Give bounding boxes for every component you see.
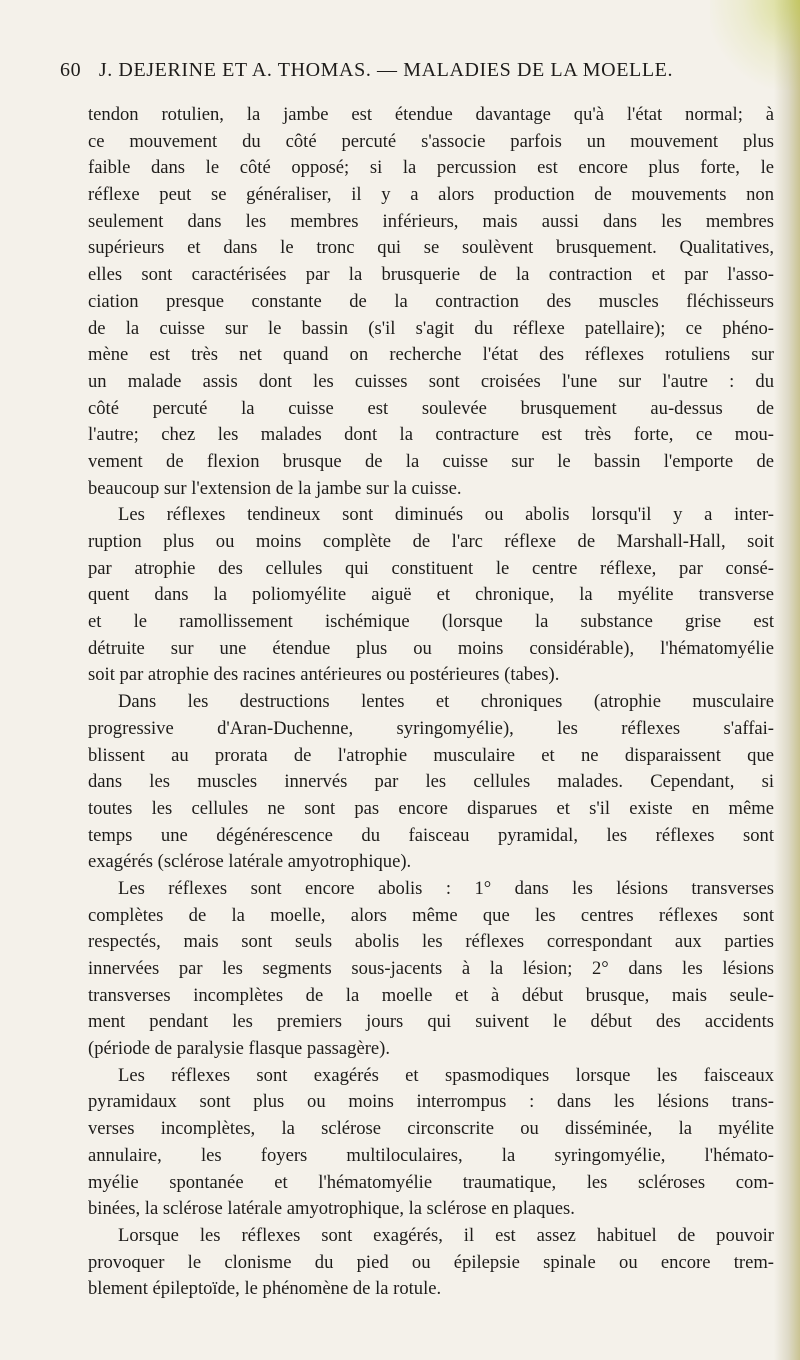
paragraph-start-line: Dans les destructions lentes et chroniques (atrophie musculaire [118,691,774,713]
text-line: ruption plus ou moins complète de l'arc réflexe de Marshall-Hall, soit [88,531,774,552]
paragraph-start-line: Les réflexes tendineux sont diminués ou abolis lorsqu'il y a inter- [118,504,774,526]
text-line: verses incomplètes, la sclérose circonscrite ou disséminée, la myélite [88,1118,774,1140]
text-line: par atrophie des cellules qui constituent le centre réflexe, par consé- [88,557,774,579]
text-line: provoquer le clonisme du pied ou épilepsie spinale ou encore trem- [88,1251,774,1273]
text-line: seulement dans les membres inférieurs, mais aussi dans les membres [88,210,774,232]
text-line: complètes de la moelle, alors même que les centres réflexes sont [88,904,774,926]
text-line: détruite sur une étendue plus ou moins considérable), l'hématomyélie [88,637,774,659]
running-title: J. DEJERINE ET A. THOMAS. — MALADIES DE LA MOELLE. [98,59,674,81]
body-text [88,102,774,1303]
text-line: transverses incomplètes de la moelle et à début brusque, mais seule- [88,984,774,1006]
text-line: myélie spontanée et l'hématomyélie traumatique, les scléroses com- [88,1171,774,1193]
text-line: innervées par les segments sous-jacents à la lésion; 2° dans les lésions [88,958,774,979]
text-line: ce mouvement du côté percuté s'associe parfois un mouvement plus [88,130,774,152]
text-line: un malade assis dont les cuisses sont croisées l'une sur l'autre : du [88,370,774,392]
text-line: faible dans le côté opposé; si la percussion est encore plus forte, le [88,157,774,179]
page-number: 60 [60,59,82,81]
text-line: progressive d'Aran-Duchenne, syringomyélie), les réflexes s'affai- [88,717,774,739]
paragraph-end-line: blement épileptoïde, le phénomène de la rotule. [88,1278,442,1300]
paragraph-end-line: binées, la sclérose latérale amyotrophique, la sclérose en plaques. [88,1198,575,1220]
text-line: toutes les cellules ne sont pas encore disparues et s'il existe en même [88,797,774,819]
text-line: temps une dégénérescence du faisceau pyramidal, les réflexes sont [88,824,774,846]
text-line: de la cuisse sur le bassin (s'il s'agit du réflexe patellaire); ce phéno- [88,317,774,339]
paragraph-end-line: exagérés (sclérose latérale amyotrophique). [88,851,412,873]
paragraph-end-line: (période de paralysie flasque passagère). [88,1038,391,1060]
text-line: vement de flexion brusque de la cuisse sur le bassin l'emporte de [88,450,774,472]
text-line: annulaire, les foyers multiloculaires, la syringomyélie, l'hémato- [88,1144,774,1166]
text-line: mène est très net quand on recherche l'état des réflexes rotuliens sur [88,344,774,366]
paragraph-end-line: beaucoup sur l'extension de la jambe sur la cuisse. [88,477,462,499]
text-line: respectés, mais sont seuls abolis les réflexes correspondant aux parties [88,931,774,953]
text-line: quent dans la poliomyélite aiguë et chronique, la myélite transverse [88,584,774,606]
text-line: supérieurs et dans le tronc qui se soulèvent brusquement. Qualitatives, [88,237,774,259]
text-line: ment pendant les premiers jours qui suivent le début des accidents [88,1011,774,1033]
paragraph-start-line: Les réflexes sont encore abolis : 1° dans les lésions transverses [118,877,774,899]
text-line: et le ramollissement ischémique (lorsque la substance grise est [88,611,774,633]
running-header [60,59,760,82]
text-line: côté percuté la cuisse est soulevée brusquement au-dessus de [88,397,774,419]
text-line: dans les muscles innervés par les cellules malades. Cependant, si [88,771,774,793]
page-edge-shadow [774,0,800,1360]
text-line: elles sont caractérisées par la brusquerie de la contraction et par l'asso- [88,264,774,286]
text-line: réflexe peut se généraliser, il y a alors production de mouvements non [88,184,774,206]
paragraph-end-line: soit par atrophie des racines antérieures ou postérieures (tabes). [88,664,560,686]
text-line: blissent au prorata de l'atrophie musculaire et ne disparaissent que [88,744,774,766]
paragraph-start-line: Les réflexes sont exagérés et spasmodiques lorsque les faisceaux [118,1064,774,1086]
text-line: ciation presque constante de la contraction des muscles fléchisseurs [88,290,774,312]
paragraph-start-line: Lorsque les réflexes sont exagérés, il est assez habituel de pouvoir [118,1224,774,1246]
text-line: pyramidaux sont plus ou moins interrompus : dans les lésions trans- [88,1091,774,1113]
text-line: tendon rotulien, la jambe est étendue davantage qu'à l'état normal; à [88,104,774,125]
text-line: l'autre; chez les malades dont la contracture est très forte, ce mou- [88,424,774,446]
